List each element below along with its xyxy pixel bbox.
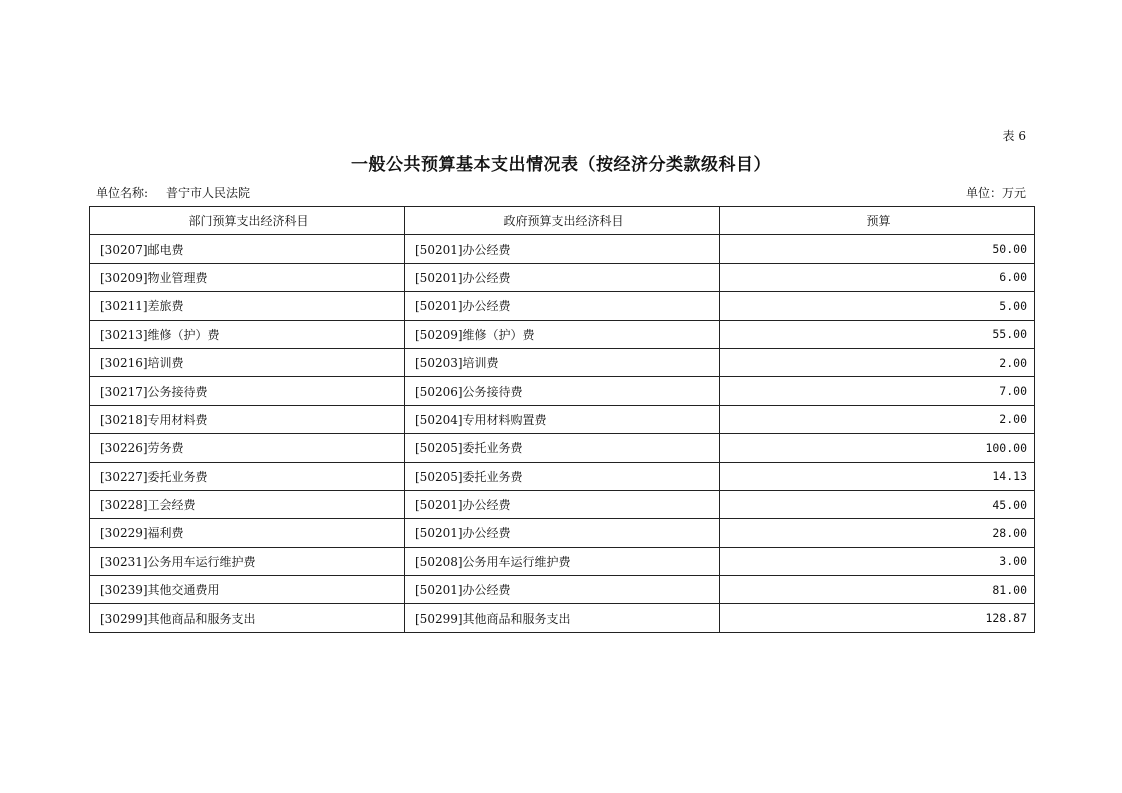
- budget-amount-cell: 45.00: [720, 490, 1035, 518]
- budget-amount-cell: 81.00: [720, 576, 1035, 604]
- dept-subject-cell: [30227]委托业务费: [90, 462, 405, 490]
- column-header-gov-subject: 政府预算支出经济科目: [405, 207, 720, 235]
- table-row: [90, 263, 1035, 291]
- gov-subject-cell: [50205]委托业务费: [405, 434, 720, 462]
- table-number: 表 6: [1002, 129, 1026, 143]
- dept-subject-cell: [30229]福利费: [90, 519, 405, 547]
- dept-subject-cell: [30216]培训费: [90, 348, 405, 376]
- budget-amount-cell: 128.87: [720, 604, 1035, 632]
- dept-subject-cell: [30207]邮电费: [90, 235, 405, 263]
- gov-subject-cell: [50205]委托业务费: [405, 462, 720, 490]
- table-row: [90, 490, 1035, 518]
- dept-subject-cell: [30211]差旅费: [90, 292, 405, 320]
- table-header-row: [90, 207, 1035, 235]
- gov-subject-cell: [50209]维修（护）费: [405, 320, 720, 348]
- table-row: [90, 320, 1035, 348]
- dept-subject-cell: [30228]工会经费: [90, 490, 405, 518]
- dept-subject-cell: [30226]劳务费: [90, 434, 405, 462]
- dept-subject-cell: [30213]维修（护）费: [90, 320, 405, 348]
- table-row: [90, 405, 1035, 433]
- gov-subject-cell: [50299]其他商品和服务支出: [405, 604, 720, 632]
- gov-subject-cell: [50201]办公经费: [405, 263, 720, 291]
- table-row: [90, 576, 1035, 604]
- table-row: [90, 462, 1035, 490]
- table-row: [90, 547, 1035, 575]
- unit-info: [96, 184, 250, 201]
- budget-amount-cell: 50.00: [720, 235, 1035, 263]
- budget-amount-cell: 3.00: [720, 547, 1035, 575]
- column-header-budget: 预算: [720, 207, 1035, 235]
- currency-unit: 单位：万元: [965, 186, 1026, 200]
- budget-amount-cell: 2.00: [720, 405, 1035, 433]
- table-row: [90, 434, 1035, 462]
- gov-subject-cell: [50203]培训费: [405, 348, 720, 376]
- table-row: [90, 348, 1035, 376]
- dept-subject-cell: [30218]专用材料费: [90, 405, 405, 433]
- page-title: 一般公共预算基本支出情况表（按经济分类款级科目）: [351, 155, 771, 175]
- budget-amount-cell: 6.00: [720, 263, 1035, 291]
- column-header-dept-subject: 部门预算支出经济科目: [90, 207, 405, 235]
- dept-subject-cell: [30209]物业管理费: [90, 263, 405, 291]
- gov-subject-cell: [50201]办公经费: [405, 576, 720, 604]
- gov-subject-cell: [50204]专用材料购置费: [405, 405, 720, 433]
- table-row: [90, 292, 1035, 320]
- budget-amount-cell: 2.00: [720, 348, 1035, 376]
- gov-subject-cell: [50206]公务接待费: [405, 377, 720, 405]
- budget-amount-cell: 55.00: [720, 320, 1035, 348]
- table-row: [90, 519, 1035, 547]
- dept-subject-cell: [30217]公务接待费: [90, 377, 405, 405]
- table-row: [90, 235, 1035, 263]
- dept-subject-cell: [30239]其他交通费用: [90, 576, 405, 604]
- unit-name: 普宁市人民法院: [166, 186, 251, 200]
- budget-amount-cell: 14.13: [720, 462, 1035, 490]
- budget-amount-cell: 5.00: [720, 292, 1035, 320]
- dept-subject-cell: [30231]公务用车运行维护费: [90, 547, 405, 575]
- gov-subject-cell: [50201]办公经费: [405, 292, 720, 320]
- budget-amount-cell: 7.00: [720, 377, 1035, 405]
- budget-amount-cell: 100.00: [720, 434, 1035, 462]
- unit-label: 单位名称:: [96, 186, 149, 200]
- table-row: [90, 604, 1035, 632]
- budget-table: [89, 206, 1035, 633]
- gov-subject-cell: [50201]办公经费: [405, 519, 720, 547]
- budget-amount-cell: 28.00: [720, 519, 1035, 547]
- dept-subject-cell: [30299]其他商品和服务支出: [90, 604, 405, 632]
- table-row: [90, 377, 1035, 405]
- gov-subject-cell: [50201]办公经费: [405, 235, 720, 263]
- gov-subject-cell: [50201]办公经费: [405, 490, 720, 518]
- gov-subject-cell: [50208]公务用车运行维护费: [405, 547, 720, 575]
